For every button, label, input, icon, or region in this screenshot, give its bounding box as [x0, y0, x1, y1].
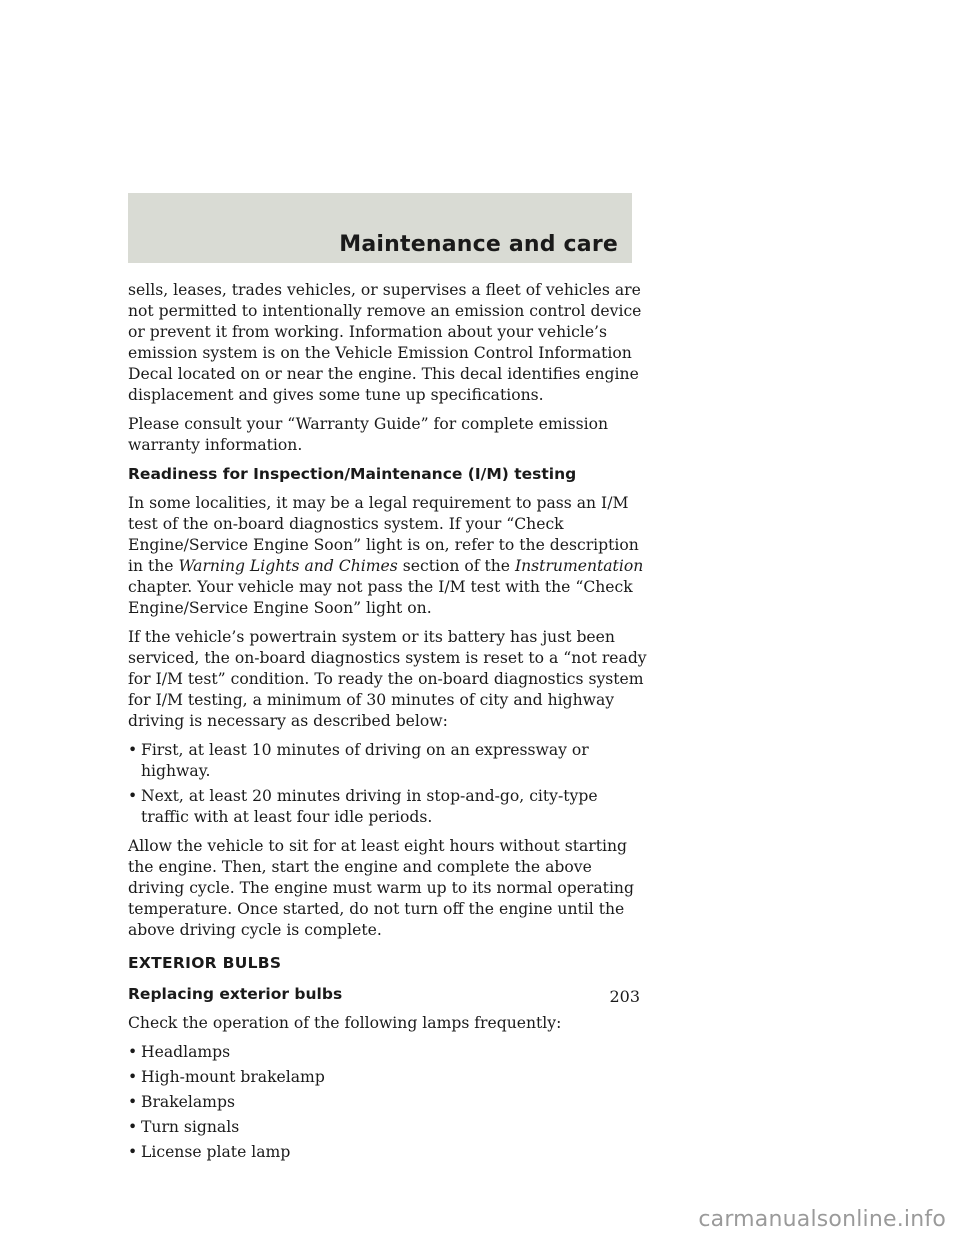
paragraph-im-requirement: [128, 493, 648, 619]
list-item: [128, 1042, 648, 1063]
text-segment: In some localities, it may be a legal requirement to pass an I/M test of the on-board diagnostics system. If your “Check Engine/Service Engine Soon” light is on, refer to the description in the: [128, 494, 639, 575]
list-item-text: Next, at least 20 minutes driving in stop-and-go, city-type traffic with at least four idle periods.: [141, 787, 598, 826]
bullet-icon: •: [128, 1043, 138, 1061]
page-number: 203: [609, 987, 640, 1006]
paragraph-check-lamps: Check the operation of the following lamps frequently:: [128, 1014, 562, 1032]
bullet-icon: •: [128, 1068, 138, 1086]
list-item: [128, 740, 648, 782]
bullet-icon: •: [128, 787, 138, 805]
heading-im-testing: Readiness for Inspection/Maintenance (I/M) testing: [128, 465, 577, 483]
list-item-text: Headlamps: [141, 1043, 231, 1061]
paragraph-powertrain-reset: If the vehicle’s powertrain system or its battery has just been serviced, the on-board diagnostics system is reset to a “not ready for I/M test” condition. To ready the on-board diagnostics system for I/M testing, a minimum of 30 minutes of city and highway driving is necessary as described below:: [128, 628, 647, 730]
italic-warning-lights: Warning Lights and Chimes: [178, 557, 398, 575]
bullet-icon: •: [128, 741, 138, 759]
text-segment: chapter. Your vehicle may not pass the I/M test with the “Check Engine/Service Engine Soon” light on.: [128, 578, 633, 617]
list-item: [128, 786, 648, 828]
list-item: [128, 1142, 648, 1163]
section-title: Maintenance and care: [339, 232, 618, 257]
paragraph-emission-removal: sells, leases, trades vehicles, or supervises a fleet of vehicles are not permitted to intentionally remove an emission control device or prevent it from working. Information about your vehicle’s emission system is on the Vehicle Emission Control Information Decal located on or near the engine. This decal identifies engine displacement and gives some tune up specifications.: [128, 281, 642, 404]
list-item-text: High-mount brakelamp: [141, 1068, 325, 1086]
bullet-icon: •: [128, 1118, 138, 1136]
heading-exterior-bulbs: EXTERIOR BULBS: [128, 954, 282, 972]
bullet-icon: •: [128, 1093, 138, 1111]
bullet-icon: •: [128, 1143, 138, 1161]
text-segment: section of the: [397, 557, 515, 575]
list-item-text: Brakelamps: [141, 1093, 235, 1111]
paragraph-driving-cycle: Allow the vehicle to sit for at least eight hours without starting the engine. Then, start the engine and complete the above driving cycle. The engine must warm up to its normal operating temperature. Once started, do not turn off the engine until the above driving cycle is complete.: [128, 837, 634, 939]
page-body: [128, 280, 648, 1167]
section-header-band: [128, 193, 632, 263]
list-item-text: License plate lamp: [141, 1143, 291, 1161]
paragraph-warranty-guide: Please consult your “Warranty Guide” for complete emission warranty information.: [128, 415, 609, 454]
list-item: [128, 1092, 648, 1113]
list-item-text: Turn signals: [141, 1118, 240, 1136]
italic-instrumentation: Instrumentation: [514, 557, 644, 575]
list-item: [128, 1117, 648, 1138]
watermark: carmanualsonline.info: [698, 1207, 946, 1232]
heading-replacing-bulbs: Replacing exterior bulbs: [128, 985, 343, 1003]
list-item-text: First, at least 10 minutes of driving on an expressway or highway.: [141, 741, 589, 780]
list-item: [128, 1067, 648, 1088]
